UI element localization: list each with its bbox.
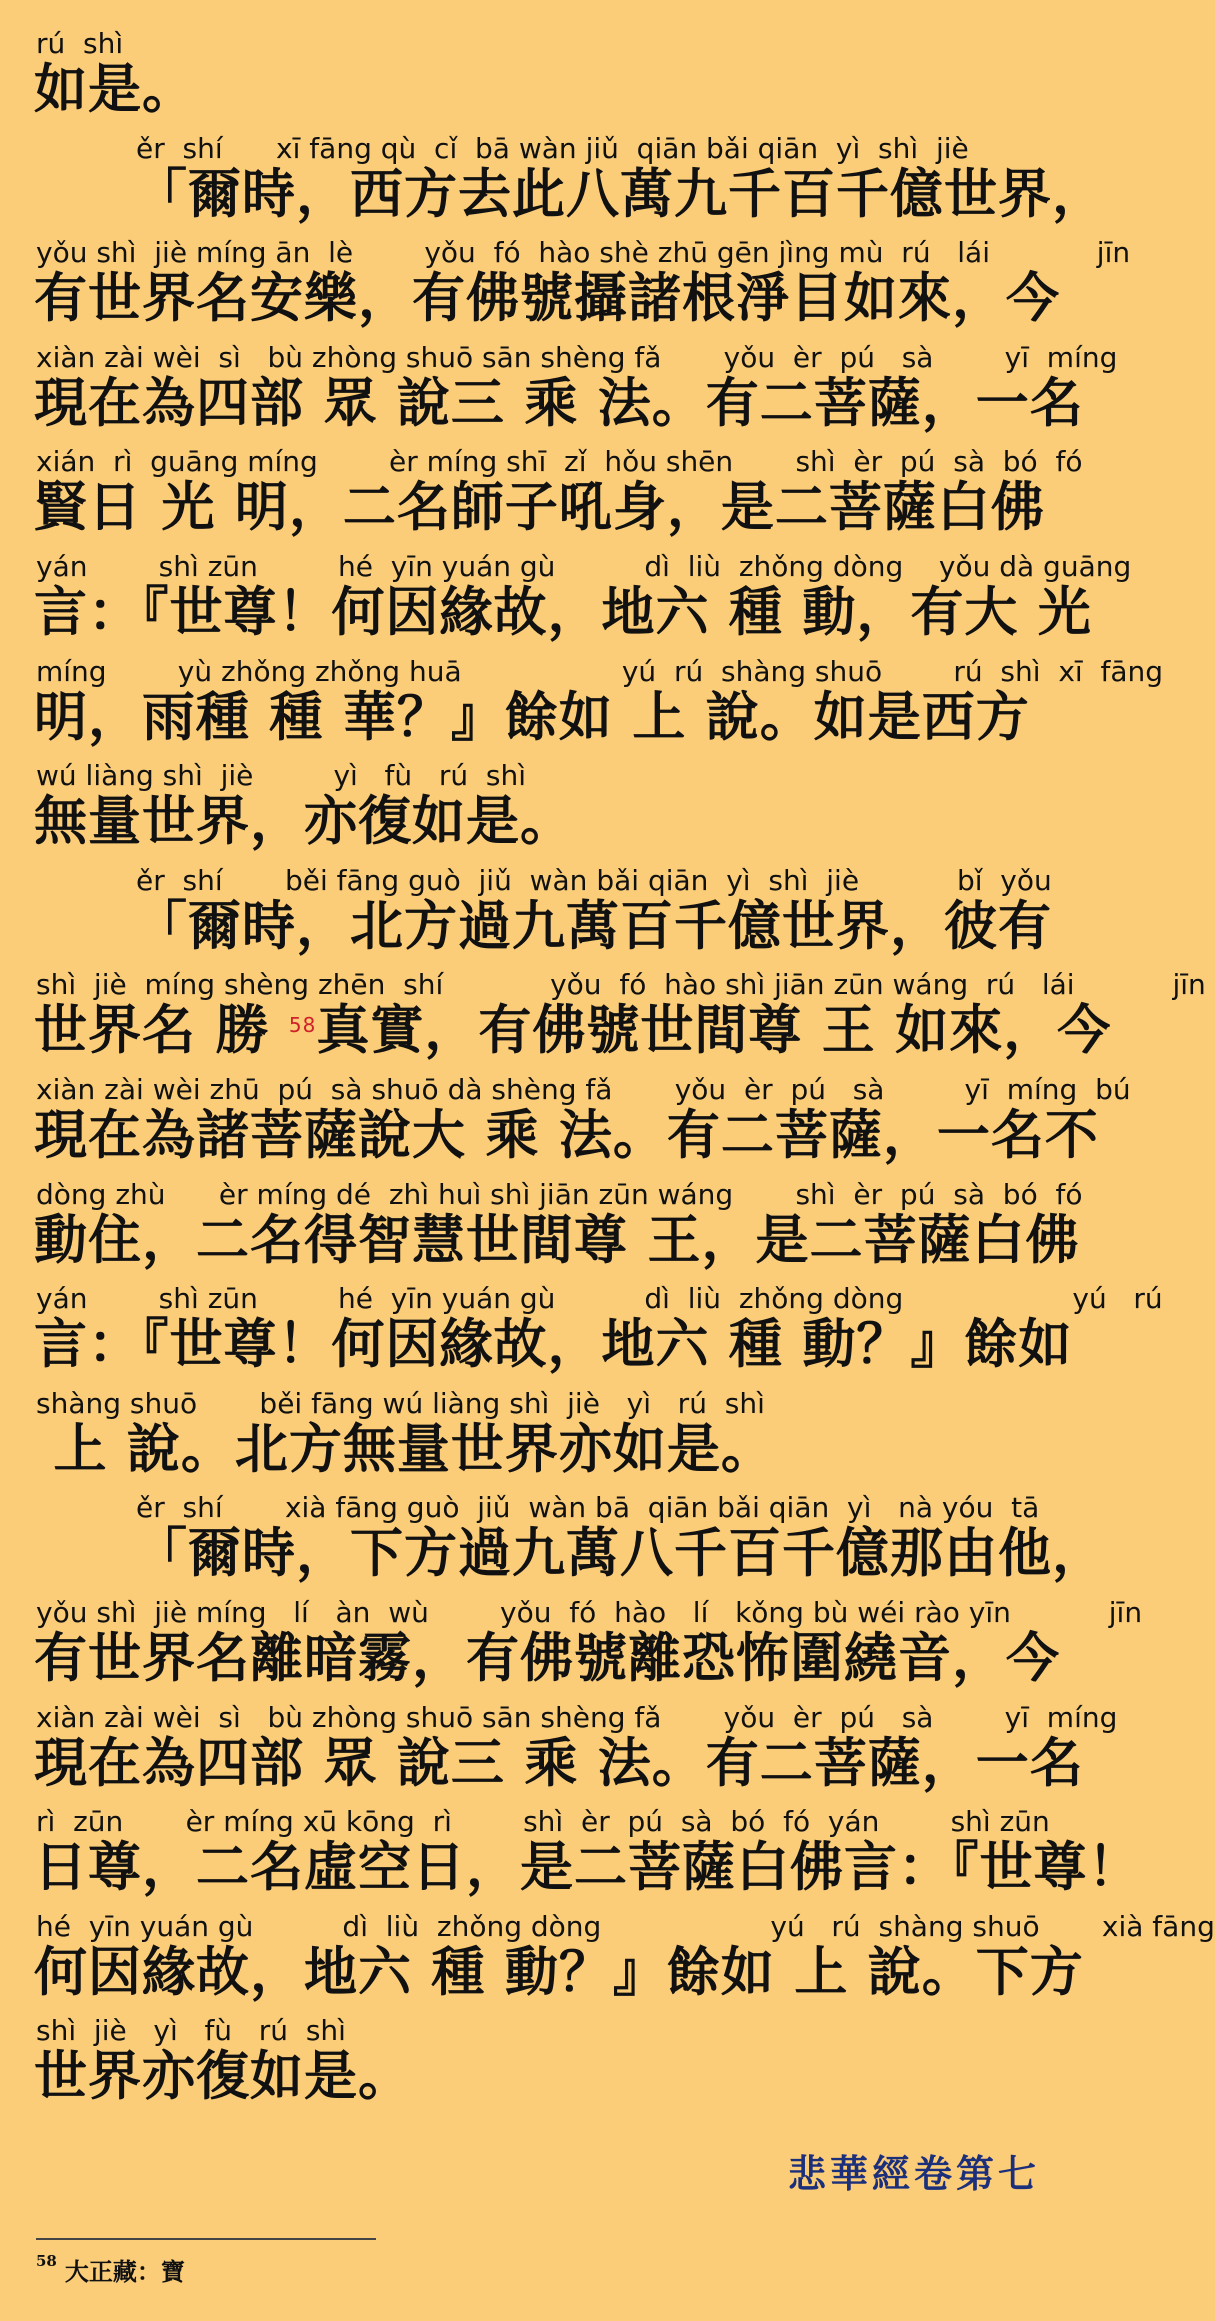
pinyin-line: xiàn zài wèi sì bù zhòng shuō sān shèng fǎ yǒu èr pú sà yī míng — [36, 1700, 1118, 1734]
pinyin-line: ěr shí běi fāng guò jiǔ wàn bǎi qiān yì shì jiè bǐ yǒu — [136, 863, 1052, 897]
pinyin-line: dòng zhù èr míng dé zhì huì shì jiān zūn wáng shì èr pú sà bó fó — [36, 1177, 1083, 1211]
pinyin-line: xiàn zài wèi zhū pú sà shuō dà shèng fǎ yǒu èr pú sà yī míng bú — [36, 1073, 1131, 1106]
pinyin-line: rú shì — [36, 27, 124, 60]
hanzi-line: 明，雨種 種 華？』餘如 上 說。如是西方 — [34, 686, 1030, 748]
pinyin-line: yǒu shì jiè míng ān lè yǒu fó hào shè zhū gēn jìng mù rú lái jīn — [36, 236, 1131, 270]
pinyin-line: ěr shí xià fāng guò jiǔ wàn bā qiān bǎi qiān yì nà yóu tā — [136, 1491, 1040, 1525]
hanzi-line: 現在為四部 眾 說三 乘 法。有二菩薩，一名 — [34, 1732, 1084, 1794]
pinyin-line: míng yù zhǒng zhǒng huā yú rú shàng shuō rú shì xī fāng — [36, 654, 1163, 688]
pinyin-line: xiàn zài wèi sì bù zhòng shuō sān shèng fǎ yǒu èr pú sà yī míng — [36, 340, 1118, 374]
hanzi-line: 上 說。北方無量世界亦如是。 — [34, 1418, 775, 1480]
hanzi-line: 有世界名離暗霧，有佛號離恐怖圍繞音，今 — [34, 1628, 1060, 1689]
footnote-text: 大正藏：寶 — [64, 2257, 185, 2286]
juan-title: 悲華經卷第七 — [787, 2151, 1040, 2196]
hanzi-line: 世界亦復如是。 — [34, 2046, 412, 2108]
hanzi-line: 言：『世尊！何因緣故，地六 種 動，有大 光 — [34, 582, 1092, 643]
pinyin-line: shì jiè míng shèng zhēn shí yǒu fó hào shì jiān zūn wáng rú lái jīn — [36, 968, 1206, 1002]
footnote-marker[interactable]: 58 — [288, 1013, 317, 1038]
pinyin-line: wú liàng shì jiè yì fù rú shì — [36, 759, 527, 793]
pinyin-line: shàng shuō běi fāng wú liàng shì jiè yì rú shì — [36, 1386, 765, 1420]
hanzi-line: 現在為諸菩薩說大 乘 法。有二菩薩，一名不 — [34, 1105, 1099, 1166]
hanzi-line: 何因緣故，地六 種 動？』餘如 上 說。下方 — [34, 1941, 1084, 2003]
pinyin-line: xián rì guāng míng èr míng shī zǐ hǒu shēn shì èr pú sà bó fó — [36, 445, 1083, 479]
hanzi-line: 言：『世尊！何因緣故，地六 種 動？』餘如 — [34, 1314, 1073, 1376]
footnote-number: 58 — [36, 2252, 57, 2270]
footnote — [36, 2252, 185, 2287]
pinyin-line: shì jiè yì fù rú shì — [36, 2014, 346, 2048]
hanzi-line: 「爾時，下方過九萬八千百千億那由他， — [134, 1523, 1106, 1585]
hanzi-line: 如是。 — [34, 59, 196, 120]
pinyin-line: rì zūn èr míng xū kōng rì shì èr pú sà bó fó yán shì zūn — [36, 1805, 1050, 1839]
hanzi-line: 「爾時，北方過九萬百千億世界，彼有 — [134, 895, 1052, 957]
hanzi-line: 動住，二名得智慧世間尊 王，是二菩薩白佛 — [34, 1209, 1080, 1271]
hanzi-line: 無量世界，亦復如是。 — [34, 791, 574, 853]
hanzi-line: 有世界名安樂，有佛號攝諸根淨目如來，今 — [34, 268, 1060, 330]
pinyin-line: yán shì zūn hé yīn yuán gù dì liù zhǒng dòng yǒu dà guāng — [36, 550, 1132, 583]
pinyin-line: hé yīn yuán gù dì liù zhǒng dòng yú rú shàng shuō xià fāng — [36, 1909, 1215, 1943]
pinyin-line: yǒu shì jiè míng lí àn wù yǒu fó hào lí kǒng bù wéi rào yīn jīn — [36, 1596, 1143, 1629]
hanzi-line: 「爾時，西方去此八萬九千百千億世界， — [134, 163, 1106, 225]
pinyin-line: ěr shí xī fāng qù cǐ bā wàn jiǔ qiān bǎi qiān yì shì jiè — [136, 131, 969, 165]
hanzi-line: 賢日 光 明，二名師子吼身，是二菩薩白佛 — [34, 477, 1045, 539]
pinyin-line: yán shì zūn hé yīn yuán gù dì liù zhǒng dòng yú rú — [36, 1282, 1163, 1316]
hanzi-line: 世界名 勝 $^{58}$真實，有佛號世間尊 王 如來，今 — [34, 1000, 1112, 1062]
hanzi-line: 日尊，二名虛空日，是二菩薩白佛言：『世尊！ — [34, 1837, 1142, 1899]
footnote-divider — [36, 2238, 376, 2240]
hanzi-line: 現在為四部 眾 說三 乘 法。有二菩薩，一名 — [34, 372, 1084, 434]
